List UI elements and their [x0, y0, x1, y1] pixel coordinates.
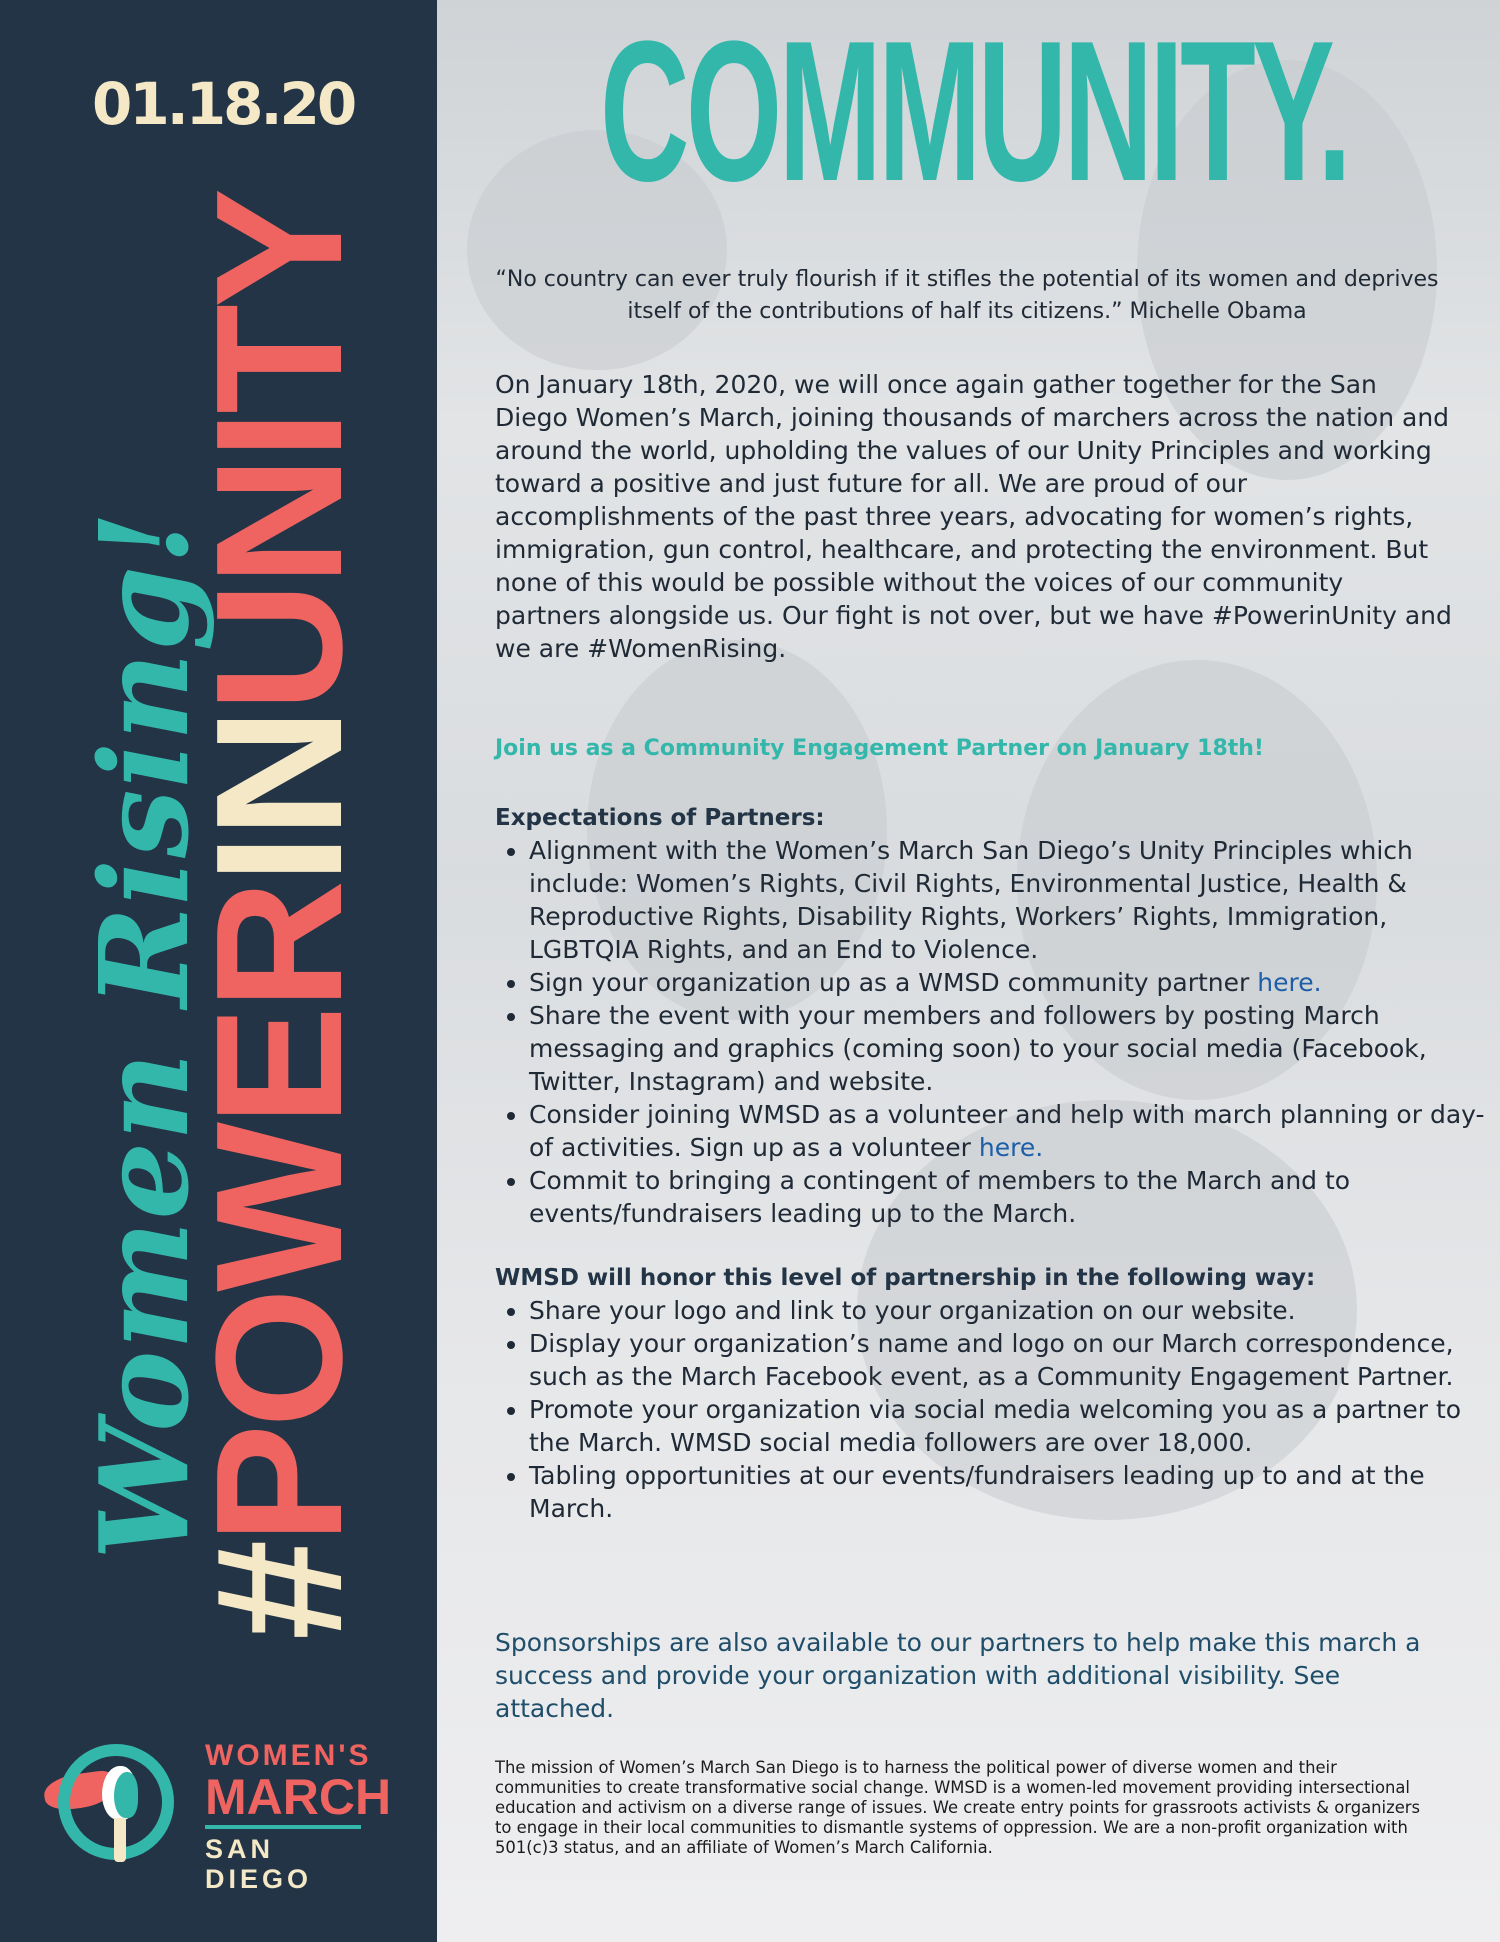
list-item: • Share the event with your members and followers by posting March messaging and graphics (coming soon) to your social media (Facebook, Twitter, Instagram) and website. — [529, 999, 1489, 1098]
list-item: • Display your organization’s name and logo on our March correspondence, such as the March Facebook event, as a Community Engagement Partner. — [529, 1327, 1489, 1393]
list-item: • Consider joining WMSD as a volunteer and help with march planning or day-of activities. Sign up as a volunteer here. — [529, 1098, 1489, 1164]
logo-san-diego: SAN DIEGO — [205, 1834, 313, 1894]
intro-paragraph: On January 18th, 2020, we will once again gather together for the San Diego Women’s March, joining thousands of marchers across the nation and around the world, upholding the values of our Unity Principles and working toward a positive and just future for all. We are proud of our accomplishments of the past three years, advocating for women’s rights, immigration, gun control, healthcare, and protecting the environment. But none of this would be possible without the voices of our community partners alongside us. Our fight is not over, but we have #PowerinUnity and we are #WomenRising. — [495, 370, 1452, 663]
profile-icon-secondary — [114, 1772, 138, 1818]
list-item: • Commit to bringing a contingent of members to the March and to events/fundraisers leading up to the March. — [529, 1164, 1489, 1230]
list-item: • Sign your organization up as a WMSD community partner here. — [529, 966, 1489, 999]
logo-divider — [205, 1825, 361, 1829]
hashtag-in: IN — [179, 711, 380, 884]
sponsorships-note: Sponsorships are also available to our partners to help make this march a success and provide your organization with additional visibility. See attached. — [495, 1628, 1421, 1723]
honor-list — [495, 1294, 1489, 1525]
headline-community: COMMUNITY. — [600, 0, 1349, 223]
hashtag-power-in-unity — [179, 191, 380, 1640]
event-date: 01.18.20 — [92, 70, 355, 138]
logo-womens: WOMEN'S — [205, 1739, 372, 1772]
honor-heading: WMSD will honor this level of partnership in the following way: — [495, 1265, 1316, 1291]
partner-signup-link[interactable]: here. — [1257, 968, 1322, 997]
logo-wordmark — [205, 1739, 392, 1894]
list-item: • Alignment with the Women’s March San Diego’s Unity Principles which include: Women’s Rights, Civil Rights, Environmental Justice, Health & Reproductive Rights, Disability Rights, Workers’ Rights, Immigration, LGBTQIA Rights, and an End to Violence. — [529, 834, 1489, 966]
logo-march: MARCH — [205, 1769, 392, 1825]
slogan-women-rising: Women Rising! — [72, 510, 216, 1560]
volunteer-signup-link[interactable]: here. — [978, 1133, 1044, 1162]
obama-quote: “No country can ever truly flourish if it stifles the potential of its women and deprives itself of the contributions of half its citizens.” Michelle Obama — [495, 267, 1439, 324]
join-callout: Join us as a Community Engagement Partner on January 18th! — [495, 736, 1264, 761]
sidebar — [0, 0, 437, 1942]
hashtag-power: POWER — [179, 883, 380, 1544]
hashtag-unity: UNITY — [179, 191, 380, 712]
mission-statement: The mission of Women’s March San Diego is to harness the political power of diverse women and their communities to create transformative social change. WMSD is a women-led movement providing intersectional education and activism on a diverse range of issues. We create entry points for grassroots activists & organizers to engage in their local communities to dismantle systems of oppression. We are a non-profit organization with 501(c)3 status, and an affiliate of Women’s March California. — [495, 1758, 1421, 1857]
expectations-list — [495, 834, 1489, 1230]
list-item: • Promote your organization via social media welcoming you as a partner to the March. WMSD social media followers are over 18,000. — [529, 1393, 1489, 1459]
list-item: • Tabling opportunities at our events/fundraisers leading up to and at the March. — [529, 1459, 1489, 1525]
list-item: • Share your logo and link to your organization on our website. — [529, 1294, 1489, 1327]
expectations-heading: Expectations of Partners: — [495, 805, 825, 831]
hashtag-symbol: # — [179, 1543, 380, 1640]
torch-icon — [114, 1818, 126, 1862]
